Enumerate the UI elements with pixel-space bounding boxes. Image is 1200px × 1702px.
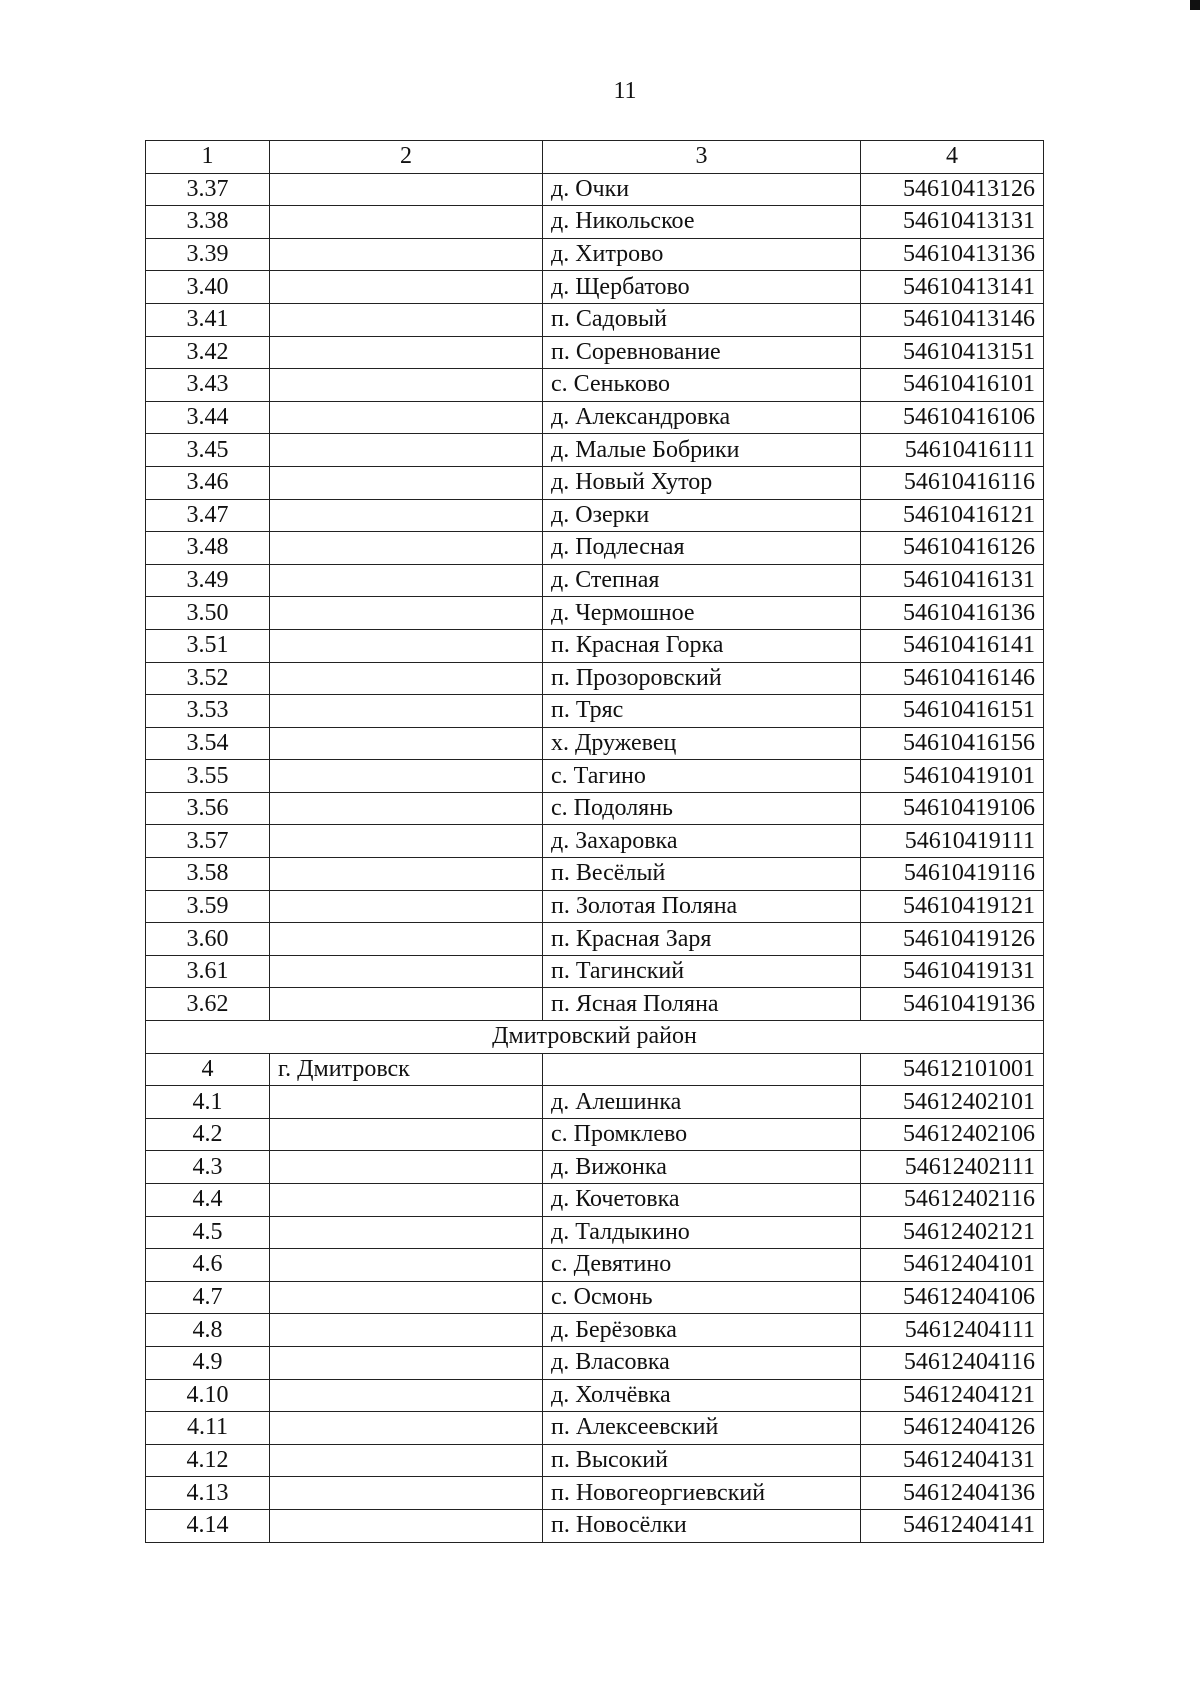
- table-row: [146, 662, 1044, 695]
- row-number: 4.14: [146, 1509, 270, 1542]
- oktmo-code: 54610416151: [861, 695, 1044, 728]
- oktmo-code: 54612404141: [861, 1509, 1044, 1542]
- table-row: [146, 825, 1044, 858]
- district-cell: [270, 988, 543, 1021]
- table-row: [146, 1151, 1044, 1184]
- district-cell: [270, 499, 543, 532]
- table-row: [146, 336, 1044, 369]
- row-number: 3.38: [146, 206, 270, 239]
- row-number: 4.9: [146, 1346, 270, 1379]
- row-number: 3.50: [146, 597, 270, 630]
- settlement-name: д. Захаровка: [543, 825, 861, 858]
- settlement-name: д. Озерки: [543, 499, 861, 532]
- table-row: [146, 401, 1044, 434]
- row-number: 3.49: [146, 564, 270, 597]
- district-cell: [270, 401, 543, 434]
- district-cell: [270, 238, 543, 271]
- settlement-name: д. Хитрово: [543, 238, 861, 271]
- row-number: 3.55: [146, 760, 270, 793]
- oktmo-code: 54610416156: [861, 727, 1044, 760]
- row-number: 3.42: [146, 336, 270, 369]
- oktmo-code: 54610419106: [861, 792, 1044, 825]
- district-cell: [270, 532, 543, 565]
- table-row: [146, 923, 1044, 956]
- settlement-name: с. Подолянь: [543, 792, 861, 825]
- table-row: [146, 1086, 1044, 1119]
- settlement-name: п. Прозоровский: [543, 662, 861, 695]
- table-row: [146, 1053, 1044, 1086]
- district-cell: [270, 173, 543, 206]
- district-cell: [270, 1151, 543, 1184]
- table-row: [146, 499, 1044, 532]
- row-number: 3.51: [146, 629, 270, 662]
- oktmo-code: 54612404126: [861, 1412, 1044, 1445]
- table-row: [146, 1379, 1044, 1412]
- table-row: [146, 1281, 1044, 1314]
- table-row: [146, 1412, 1044, 1445]
- column-header-4: 4: [861, 141, 1044, 174]
- oktmo-code: 54610416126: [861, 532, 1044, 565]
- table-row: [146, 271, 1044, 304]
- settlement-name: д. Никольское: [543, 206, 861, 239]
- district-cell: [270, 1086, 543, 1119]
- district-cell: [270, 890, 543, 923]
- column-header-3: 3: [543, 141, 861, 174]
- oktmo-code: 54610413136: [861, 238, 1044, 271]
- row-number: 3.56: [146, 792, 270, 825]
- district-cell: [270, 466, 543, 499]
- settlement-name: п. Садовый: [543, 303, 861, 336]
- settlement-name: п. Тагинский: [543, 955, 861, 988]
- district-cell: [270, 1346, 543, 1379]
- district-cell: [270, 597, 543, 630]
- row-number: 3.52: [146, 662, 270, 695]
- district-cell: [270, 1412, 543, 1445]
- settlement-name: п. Тряс: [543, 695, 861, 728]
- section-row: [146, 1021, 1044, 1054]
- oktmo-code: 54610419116: [861, 858, 1044, 891]
- oktmo-code: 54612404106: [861, 1281, 1044, 1314]
- row-number: 3.57: [146, 825, 270, 858]
- oktmo-code: 54610416106: [861, 401, 1044, 434]
- table-row: [146, 890, 1044, 923]
- settlement-name: п. Красная Горка: [543, 629, 861, 662]
- settlement-name: д. Кочетовка: [543, 1184, 861, 1217]
- row-number: 4.13: [146, 1477, 270, 1510]
- settlement-name: с. Тагино: [543, 760, 861, 793]
- row-number: 3.41: [146, 303, 270, 336]
- row-number: 3.59: [146, 890, 270, 923]
- table-row: [146, 955, 1044, 988]
- oktmo-code: 54612402101: [861, 1086, 1044, 1119]
- row-number: 3.62: [146, 988, 270, 1021]
- oktmo-code: 54610419101: [861, 760, 1044, 793]
- oktmo-code: 54610413126: [861, 173, 1044, 206]
- district-cell: [270, 1314, 543, 1347]
- settlement-name: [543, 1053, 861, 1086]
- table-row: [146, 629, 1044, 662]
- district-cell: [270, 1444, 543, 1477]
- row-number: 4.7: [146, 1281, 270, 1314]
- district-cell: [270, 1477, 543, 1510]
- table-row: [146, 434, 1044, 467]
- row-number: 3.60: [146, 923, 270, 956]
- district-cell: [270, 564, 543, 597]
- table-row: [146, 1216, 1044, 1249]
- row-number: 3.47: [146, 499, 270, 532]
- settlement-name: п. Новосёлки: [543, 1509, 861, 1542]
- oktmo-code: 54610416111: [861, 434, 1044, 467]
- district-cell: [270, 792, 543, 825]
- row-number: 4.1: [146, 1086, 270, 1119]
- column-header-1: 1: [146, 141, 270, 174]
- scan-corner-mark: [1190, 0, 1200, 10]
- settlement-name: д. Очки: [543, 173, 861, 206]
- district-cell: [270, 858, 543, 891]
- table-row: [146, 792, 1044, 825]
- district-cell: [270, 271, 543, 304]
- settlement-name: д. Власовка: [543, 1346, 861, 1379]
- oktmo-code: 54612404136: [861, 1477, 1044, 1510]
- oktmo-code: 54610416136: [861, 597, 1044, 630]
- oktmo-code: 54612402111: [861, 1151, 1044, 1184]
- oktmo-code: 54610416121: [861, 499, 1044, 532]
- oktmo-code: 54610419111: [861, 825, 1044, 858]
- oktmo-code: 54610416116: [861, 466, 1044, 499]
- district-cell: [270, 303, 543, 336]
- row-number: 3.43: [146, 369, 270, 402]
- district-cell: [270, 1118, 543, 1151]
- table-row: [146, 695, 1044, 728]
- row-number: 4.4: [146, 1184, 270, 1217]
- table-row: [146, 466, 1044, 499]
- settlement-name: д. Степная: [543, 564, 861, 597]
- oktmo-code: 54612404116: [861, 1346, 1044, 1379]
- settlement-name: с. Осмонь: [543, 1281, 861, 1314]
- settlement-name: с. Девятино: [543, 1249, 861, 1282]
- settlement-name: п. Алексеевский: [543, 1412, 861, 1445]
- row-number: 4.2: [146, 1118, 270, 1151]
- settlement-name: п. Высокий: [543, 1444, 861, 1477]
- oktmo-code: 54612402106: [861, 1118, 1044, 1151]
- table-header-row: [146, 141, 1044, 174]
- oktmo-code: 54612404111: [861, 1314, 1044, 1347]
- table-row: [146, 564, 1044, 597]
- settlement-name: д. Берёзовка: [543, 1314, 861, 1347]
- table-row: [146, 1184, 1044, 1217]
- row-number: 3.44: [146, 401, 270, 434]
- oktmo-code: 54610413141: [861, 271, 1044, 304]
- oktmo-code: 54610419126: [861, 923, 1044, 956]
- district-cell: [270, 206, 543, 239]
- oktmo-code: 54612404101: [861, 1249, 1044, 1282]
- settlement-name: п. Ясная Поляна: [543, 988, 861, 1021]
- table-row: [146, 988, 1044, 1021]
- table-row: [146, 303, 1044, 336]
- table-row: [146, 206, 1044, 239]
- district-cell: [270, 1281, 543, 1314]
- oktmo-code: 54612404121: [861, 1379, 1044, 1412]
- oktmo-code: 54610416146: [861, 662, 1044, 695]
- settlement-name: п. Золотая Поляна: [543, 890, 861, 923]
- district-cell: [270, 629, 543, 662]
- row-number: 3.39: [146, 238, 270, 271]
- settlement-name: д. Талдыкино: [543, 1216, 861, 1249]
- district-cell: [270, 369, 543, 402]
- table-row: [146, 858, 1044, 891]
- district-cell: [270, 1184, 543, 1217]
- district-cell: [270, 923, 543, 956]
- page-number: 11: [613, 78, 637, 104]
- settlement-name: д. Александровка: [543, 401, 861, 434]
- table-row: [146, 1477, 1044, 1510]
- settlement-name: п. Весёлый: [543, 858, 861, 891]
- section-title: Дмитровский район: [146, 1021, 1044, 1054]
- row-number: 4.11: [146, 1412, 270, 1445]
- table-row: [146, 1314, 1044, 1347]
- row-number: 3.40: [146, 271, 270, 304]
- oktmo-code: 54610416131: [861, 564, 1044, 597]
- settlement-name: с. Промклево: [543, 1118, 861, 1151]
- row-number: 4.10: [146, 1379, 270, 1412]
- row-number: 4.6: [146, 1249, 270, 1282]
- table-row: [146, 1249, 1044, 1282]
- district-cell: [270, 760, 543, 793]
- row-number: 4.8: [146, 1314, 270, 1347]
- row-number: 4.12: [146, 1444, 270, 1477]
- settlement-name: д. Алешинка: [543, 1086, 861, 1119]
- row-number: 3.45: [146, 434, 270, 467]
- table-row: [146, 760, 1044, 793]
- table-row: [146, 597, 1044, 630]
- table-row: [146, 532, 1044, 565]
- table-body: [146, 141, 1044, 1543]
- oktmo-code: 54610419136: [861, 988, 1044, 1021]
- table-row: [146, 727, 1044, 760]
- row-number: 3.54: [146, 727, 270, 760]
- oktmo-code: 54610413151: [861, 336, 1044, 369]
- district-cell: [270, 336, 543, 369]
- table-row: [146, 1118, 1044, 1151]
- table-row: [146, 1346, 1044, 1379]
- settlement-name: п. Новогеоргиевский: [543, 1477, 861, 1510]
- oktmo-code: 54612402116: [861, 1184, 1044, 1217]
- settlement-name: д. Щербатово: [543, 271, 861, 304]
- district-cell: [270, 695, 543, 728]
- district-cell: [270, 1249, 543, 1282]
- row-number: 3.53: [146, 695, 270, 728]
- settlement-name: х. Дружевец: [543, 727, 861, 760]
- row-number: 4.5: [146, 1216, 270, 1249]
- settlement-name: п. Соревнование: [543, 336, 861, 369]
- settlement-name: п. Красная Заря: [543, 923, 861, 956]
- oktmo-code: 54612402121: [861, 1216, 1044, 1249]
- district-cell: [270, 434, 543, 467]
- district-cell: [270, 825, 543, 858]
- settlement-name: д. Вижонка: [543, 1151, 861, 1184]
- column-header-2: 2: [270, 141, 543, 174]
- settlement-name: д. Подлесная: [543, 532, 861, 565]
- row-number: 3.37: [146, 173, 270, 206]
- row-number: 4: [146, 1053, 270, 1086]
- district-cell: [270, 662, 543, 695]
- district-cell: г. Дмитровск: [270, 1053, 543, 1086]
- settlement-name: д. Малые Бобрики: [543, 434, 861, 467]
- district-cell: [270, 1509, 543, 1542]
- settlement-name: с. Сеньково: [543, 369, 861, 402]
- oktmo-code: 54610419131: [861, 955, 1044, 988]
- settlement-name: д. Холчёвка: [543, 1379, 861, 1412]
- table-row: [146, 369, 1044, 402]
- settlements-table: [145, 140, 1044, 1543]
- table-row: [146, 1444, 1044, 1477]
- oktmo-code: 54612101001: [861, 1053, 1044, 1086]
- district-cell: [270, 955, 543, 988]
- row-number: 3.46: [146, 466, 270, 499]
- row-number: 3.61: [146, 955, 270, 988]
- oktmo-code: 54610413146: [861, 303, 1044, 336]
- row-number: 3.48: [146, 532, 270, 565]
- oktmo-code: 54612404131: [861, 1444, 1044, 1477]
- oktmo-code: 54610416101: [861, 369, 1044, 402]
- oktmo-code: 54610419121: [861, 890, 1044, 923]
- district-cell: [270, 1379, 543, 1412]
- table-row: [146, 173, 1044, 206]
- district-cell: [270, 727, 543, 760]
- oktmo-code: 54610416141: [861, 629, 1044, 662]
- settlement-name: д. Новый Хутор: [543, 466, 861, 499]
- district-cell: [270, 1216, 543, 1249]
- oktmo-code: 54610413131: [861, 206, 1044, 239]
- row-number: 4.3: [146, 1151, 270, 1184]
- table-row: [146, 1509, 1044, 1542]
- table-row: [146, 238, 1044, 271]
- settlement-name: д. Чермошное: [543, 597, 861, 630]
- row-number: 3.58: [146, 858, 270, 891]
